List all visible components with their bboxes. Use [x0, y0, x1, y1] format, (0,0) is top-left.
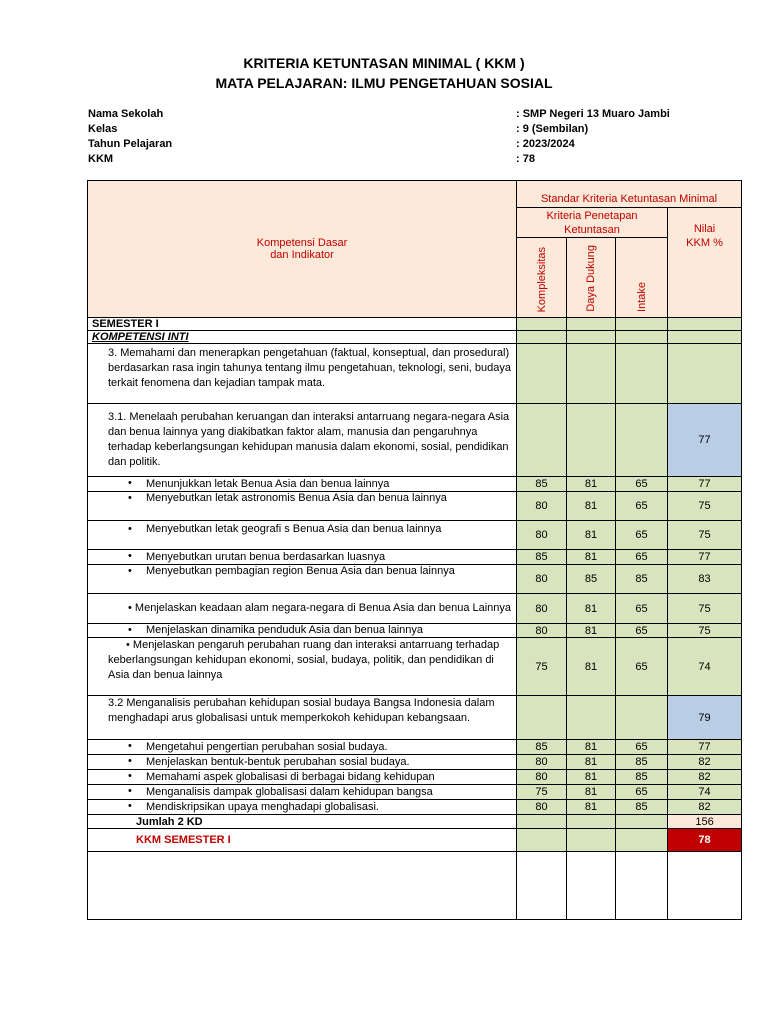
indicator-label-text: Menjelaskan pengaruh perubahan ruang dan interaksi antarruang terhadap keberlangsungan kehidupan ekonomi, sosial, budaya, politik, dan pendidikan di Asia dan benua lainnya [108, 639, 500, 681]
cell-intake: 85 [616, 565, 668, 594]
cell-daya-dukung: 81 [567, 770, 616, 785]
info-row-year [88, 137, 728, 152]
indicator-label [108, 638, 512, 683]
indicator-label: Menyebutkan urutan benua berdasarkan luasnya [146, 550, 386, 563]
indicator-label: Menunjukkan letak Benua Asia dan benua lainnya [146, 477, 390, 490]
indicator-text [88, 785, 517, 800]
cell-empty [567, 815, 616, 829]
cell-daya-dukung: 81 [567, 594, 616, 624]
header-daya-dukung [567, 238, 616, 318]
cell-empty [567, 829, 616, 852]
bullet-icon: • [126, 639, 130, 651]
indicator-text [88, 624, 517, 638]
header-nilai [668, 208, 742, 318]
info-label: KKM [88, 153, 114, 165]
cell-nilai: 77 [668, 740, 742, 755]
cell-daya-dukung: 81 [567, 477, 616, 492]
cell-empty [616, 829, 668, 852]
cell-nilai: 77 [668, 550, 742, 565]
bullet-icon: • [128, 602, 132, 614]
indicator-text [88, 800, 517, 815]
cell-intake: 65 [616, 740, 668, 755]
cell-empty [567, 852, 616, 920]
indicator-label: Menjelaskan bentuk-bentuk perubahan sosial budaya. [146, 755, 410, 768]
cell-empty [517, 331, 567, 344]
indicator-text [88, 770, 517, 785]
cell-nilai: 75 [668, 594, 742, 624]
cell-empty [517, 815, 567, 829]
info-row-kkm [88, 152, 728, 167]
indicator-text [88, 521, 517, 550]
bullet-icon: • [128, 740, 132, 752]
indicator-text [88, 638, 517, 696]
kkm-semester-label: KKM SEMESTER I [88, 829, 517, 852]
cell-empty [517, 344, 567, 404]
cell-empty [567, 696, 616, 740]
header-standar: Standar Kriteria Ketuntasan Minimal [517, 181, 742, 208]
header-kd-line2: dan Indikator [270, 249, 334, 261]
kkm-table [87, 180, 742, 920]
jumlah-value: 156 [668, 815, 742, 829]
cell-intake: 65 [616, 492, 668, 521]
indicator-label-text: Menjelaskan keadaan alam negara-negara di Benua Asia dan benua Lainnya [134, 602, 512, 614]
cell-empty [616, 318, 668, 331]
kd31-text: 3.1. Menelaah perubahan keruangan dan interaksi antarruang negara-negara Asia dan benua lainnya yang diakibatkan faktor alam, manusia dan pengaruhnya terhadap keberlangsungan kehidupan manusia dalam ekonomi, sosial, pendidikan dan politik. [88, 404, 517, 477]
cell-kompleksitas: 80 [517, 755, 567, 770]
header-kd [88, 181, 517, 318]
header-kompleksitas [517, 238, 567, 318]
cell-nilai: 74 [668, 785, 742, 800]
cell-intake: 85 [616, 800, 668, 815]
cell-empty [616, 344, 668, 404]
cell-empty [88, 852, 517, 920]
indicator-text [88, 565, 517, 594]
table-row [88, 785, 742, 800]
cell-nilai: 82 [668, 755, 742, 770]
cell-daya-dukung: 81 [567, 550, 616, 565]
bullet-icon: • [128, 800, 132, 812]
indicator-label: Menjelaskan dinamika penduduk Asia dan benua lainnya [146, 624, 424, 636]
cell-nilai: 77 [668, 477, 742, 492]
header-nilai-line1: Nilai [693, 223, 716, 235]
cell-daya-dukung: 81 [567, 800, 616, 815]
bullet-icon: • [128, 565, 132, 577]
cell-daya-dukung: 81 [567, 521, 616, 550]
info-row-class [88, 122, 728, 137]
cell-empty [567, 404, 616, 477]
indicator-text [88, 755, 517, 770]
kkm-semester-value: 78 [668, 829, 742, 852]
cell-kompleksitas: 80 [517, 800, 567, 815]
bullet-icon: • [128, 492, 132, 504]
cell-nilai: 83 [668, 565, 742, 594]
indicator-text [88, 477, 517, 492]
kd31-nilai: 77 [668, 404, 742, 477]
cell-intake: 65 [616, 550, 668, 565]
ki-label: KOMPETENSI INTI [88, 331, 517, 344]
indicator-label: Menyebutkan letak astronomis Benua Asia dan benua lainnya [146, 492, 447, 504]
cell-empty [567, 331, 616, 344]
cell-kompleksitas: 85 [517, 550, 567, 565]
kompleksitas-label: Kompleksitas [535, 246, 548, 312]
jumlah-label: Jumlah 2 KD [88, 815, 517, 829]
daya-dukung-label: Daya Dukung [585, 245, 597, 312]
bullet-icon: • [128, 477, 132, 489]
school-info [88, 107, 728, 167]
cell-empty [517, 318, 567, 331]
indicator-label: Memahami aspek globalisasi di berbagai bidang kehidupan [146, 770, 435, 783]
info-value: : 9 (Sembilan) [516, 123, 589, 135]
cell-kompleksitas: 80 [517, 492, 567, 521]
kd32-text: 3.2 Menganalisis perubahan kehidupan sosial budaya Bangsa Indonesia dalam menghadapi arus globalisasi untuk memperkokoh kehidupan kebangsaan. [88, 696, 517, 740]
cell-nilai: 75 [668, 492, 742, 521]
info-label: Kelas [88, 123, 118, 135]
info-label: Nama Sekolah [88, 108, 164, 120]
indicator-text [88, 594, 517, 624]
cell-empty [517, 852, 567, 920]
cell-daya-dukung: 81 [567, 492, 616, 521]
cell-daya-dukung: 81 [567, 755, 616, 770]
doc-title: KRITERIA KETUNTASAN MINIMAL ( KKM ) [243, 55, 525, 71]
table-row [88, 755, 742, 770]
cell-empty [616, 331, 668, 344]
indicator-label: Mendiskripsikan upaya menghadapi globalisasi. [146, 800, 379, 813]
cell-intake: 65 [616, 638, 668, 696]
indicator-text [88, 740, 517, 755]
header-nilai-line2: KKM % [686, 237, 723, 249]
table-row [88, 521, 742, 550]
cell-intake: 85 [616, 770, 668, 785]
cell-nilai: 82 [668, 800, 742, 815]
header-intake [616, 238, 668, 318]
cell-kompleksitas: 75 [517, 638, 567, 696]
indicator-label: Menyebutkan letak geografi s Benua Asia dan benua lainnya [146, 523, 442, 535]
intake-label: Intake [635, 282, 648, 312]
cell-daya-dukung: 81 [567, 740, 616, 755]
indicator-label: Mengetahui pengertian perubahan sosial budaya. [146, 740, 388, 753]
table-row [88, 477, 742, 492]
indicator-text [88, 492, 517, 521]
table-row [88, 624, 742, 638]
indicator-text [88, 550, 517, 565]
bullet-icon: • [128, 550, 132, 562]
info-value: : 2023/2024 [516, 138, 575, 150]
info-row-school [88, 107, 728, 122]
table-row [88, 550, 742, 565]
table-row [88, 770, 742, 785]
cell-daya-dukung: 81 [567, 785, 616, 800]
cell-empty [616, 696, 668, 740]
info-value: : 78 [516, 153, 535, 165]
indicator-label: Menganalisis dampak globalisasi dalam kehidupan bangsa [146, 785, 433, 798]
kd32-nilai: 79 [668, 696, 742, 740]
cell-kompleksitas: 80 [517, 565, 567, 594]
cell-empty [668, 852, 742, 920]
cell-daya-dukung: 81 [567, 638, 616, 696]
bullet-icon: • [128, 785, 132, 797]
indicator-label: Menyebutkan pembagian region Benua Asia dan benua lainnya [146, 565, 455, 577]
bullet-icon: • [128, 770, 132, 782]
ki3-text: 3. Memahami dan menerapkan pengetahuan (faktual, konseptual, dan prosedural) berdasarkan rasa ingin tahunya tentang ilmu pengetahuan, teknologi, seni, budaya terkait fenomena dan kejadian tampak mata. [88, 344, 517, 404]
cell-empty [517, 404, 567, 477]
cell-empty [616, 852, 668, 920]
cell-nilai: 74 [668, 638, 742, 696]
info-value: : SMP Negeri 13 Muaro Jambi [516, 108, 670, 120]
cell-nilai: 75 [668, 521, 742, 550]
cell-daya-dukung: 85 [567, 565, 616, 594]
cell-kompleksitas: 80 [517, 521, 567, 550]
cell-kompleksitas: 80 [517, 624, 567, 638]
cell-nilai: 82 [668, 770, 742, 785]
cell-intake: 65 [616, 624, 668, 638]
cell-empty [668, 331, 742, 344]
cell-intake: 65 [616, 594, 668, 624]
table-row [88, 740, 742, 755]
table-row [88, 594, 742, 624]
cell-empty [517, 829, 567, 852]
cell-empty [668, 344, 742, 404]
cell-kompleksitas: 85 [517, 477, 567, 492]
bullet-icon: • [128, 523, 132, 535]
cell-kompleksitas: 75 [517, 785, 567, 800]
cell-kompleksitas: 80 [517, 594, 567, 624]
cell-intake: 85 [616, 755, 668, 770]
cell-intake: 65 [616, 785, 668, 800]
cell-nilai: 75 [668, 624, 742, 638]
cell-kompleksitas: 80 [517, 770, 567, 785]
cell-empty [668, 318, 742, 331]
indicator-label [126, 602, 512, 615]
cell-empty [616, 815, 668, 829]
table-row [88, 800, 742, 815]
doc-subtitle: MATA PELAJARAN: ILMU PENGETAHUAN SOSIAL [215, 75, 553, 91]
info-label: Tahun Pelajaran [88, 138, 173, 150]
table-row [88, 492, 742, 521]
cell-daya-dukung: 81 [567, 624, 616, 638]
header-kd-line1: Kompetensi Dasar [256, 237, 348, 249]
cell-empty [567, 318, 616, 331]
cell-intake: 65 [616, 521, 668, 550]
semester-label: SEMESTER I [88, 318, 517, 331]
bullet-icon: • [128, 755, 132, 767]
table-row [88, 638, 742, 696]
bullet-icon: • [128, 624, 132, 636]
table-row [88, 565, 742, 594]
cell-empty [616, 404, 668, 477]
cell-empty [517, 696, 567, 740]
cell-empty [567, 344, 616, 404]
cell-kompleksitas: 85 [517, 740, 567, 755]
cell-intake: 65 [616, 477, 668, 492]
header-kriteria: Kriteria Penetapan Ketuntasan [517, 208, 668, 238]
